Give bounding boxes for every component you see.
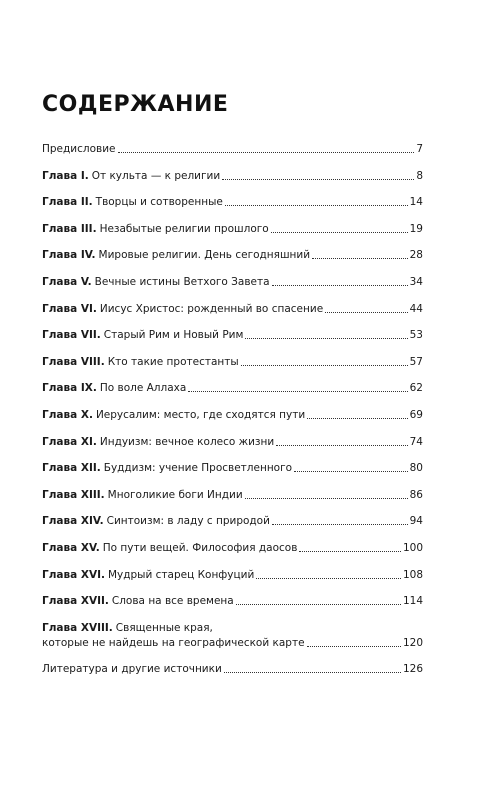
toc-entry [42,302,423,317]
toc-entry [42,488,423,503]
toc-entry-title: Иерусалим: место, где сходятся пути [95,408,306,421]
toc-entry-title: Иисус Христос: рожденный во спасение [99,302,324,315]
toc-page-number: 108 [402,568,423,581]
dot-leader [272,523,408,525]
toc-entry-title: Синтоизм: в ладу с природой [106,515,270,528]
toc-entry-title: Кто такие протестанты [107,355,239,368]
toc-page-number: 28 [409,249,423,262]
toc-entry [42,381,423,396]
toc-entry-text-wrap [42,488,243,503]
toc-entry-title: Творцы и сотворенные [95,196,223,209]
toc-entry-text-wrap [42,275,270,290]
toc-page-number: 114 [402,595,423,608]
chapter-prefix: Глава XV. [42,541,100,554]
chapter-prefix: Глава VI. [42,302,97,315]
toc-entry-title: Священные края, [115,621,213,634]
toc-entry-title: Индуизм: вечное колесо жизни [99,435,275,448]
toc-page-number: 34 [409,275,423,288]
chapter-prefix: Глава V. [42,275,92,288]
toc-entry-title: Многоликие боги Индии [107,488,243,501]
toc-page-number: 126 [402,663,423,676]
chapter-prefix: Глава XVII. [42,595,109,608]
toc-entry [42,195,423,210]
toc-entry [42,435,423,450]
toc-entry [42,248,423,263]
toc-entry [42,514,423,529]
dot-leader [272,284,408,286]
dot-leader [271,231,408,233]
dot-leader [299,550,401,552]
chapter-prefix: Глава I. [42,169,89,182]
dot-leader [222,178,414,180]
toc-entry-title: Предисловие [42,143,116,155]
toc-entry-text-wrap [42,435,274,450]
toc-page-number: 44 [409,302,423,315]
toc-entry-title-continued: которые не найдешь на географической карте [42,636,305,649]
toc-entry-text-wrap [42,222,269,237]
toc-page-number: 19 [409,222,423,235]
toc-page-number: 120 [402,636,423,649]
dot-leader [276,444,407,446]
toc-entry-title: Вечные истины Ветхого Завета [94,275,270,288]
toc-page-number: 57 [409,355,423,368]
dot-leader [307,417,407,419]
toc-page-number: 94 [409,515,423,528]
toc-entry-text-wrap [42,302,323,317]
chapter-prefix: Глава XIV. [42,515,104,528]
chapter-prefix: Глава IX. [42,382,97,395]
toc-entry-title: По воле Аллаха [99,382,187,395]
toc-entry-text-wrap [42,541,297,556]
toc-entry [42,275,423,290]
toc-entry-title: По пути вещей. Философия даосов [102,541,298,554]
toc-entry-text-wrap [42,328,243,343]
toc-page-number: 14 [409,196,423,209]
toc-entry-text-wrap [42,248,310,263]
toc-entry-text-wrap [42,594,234,609]
toc-entry [42,222,423,237]
toc-page-number: 8 [416,169,423,182]
toc-page-number: 53 [409,329,423,342]
toc-entry-text-wrap [42,355,239,370]
dot-leader [245,337,407,339]
toc-entry [42,461,423,476]
toc-page-number: 80 [409,462,423,475]
toc-page-number: 86 [409,488,423,501]
toc-page-number: 7 [416,143,423,155]
toc-entry-text-wrap [42,169,220,184]
toc-entry-text-wrap [42,621,305,651]
chapter-prefix: Глава II. [42,196,93,209]
toc-entry-text-wrap [42,142,116,157]
chapter-prefix: Глава XIII. [42,488,105,501]
chapter-prefix: Глава X. [42,408,93,421]
toc-entry-text-wrap [42,408,305,423]
dot-leader [325,311,407,313]
dot-leader [256,577,401,579]
dot-leader [118,151,415,153]
toc-entry [42,142,423,157]
toc-page-number: 100 [402,541,423,554]
toc-page-number: 74 [409,435,423,448]
toc-entry [42,355,423,370]
dot-leader [312,257,408,259]
chapter-prefix: Глава III. [42,222,97,235]
toc-entry [42,621,423,651]
chapter-prefix: Глава XII. [42,462,101,475]
toc-entry [42,541,423,556]
chapter-prefix: Глава IV. [42,249,96,262]
toc-entry [42,408,423,423]
page-title: СОДЕРЖАНИЕ [42,92,229,117]
toc-entry-text-wrap [42,662,222,677]
toc-entry [42,328,423,343]
toc-page-number: 62 [409,382,423,395]
toc-entry-title: Старый Рим и Новый Рим [103,329,244,342]
toc-entry-text-wrap [42,461,292,476]
toc-entry-title: Незабытые религии прошлого [99,222,269,235]
chapter-prefix: Глава XVIII. [42,621,113,634]
toc-entry-title: Буддизм: учение Просветленного [103,462,293,475]
toc-entry-title: Мировые религии. День сегодняшний [98,249,311,262]
chapter-prefix: Глава VII. [42,329,101,342]
chapter-prefix: Глава VIII. [42,355,105,368]
dot-leader [236,603,401,605]
chapter-prefix: Глава XI. [42,435,97,448]
toc-entry-title: Слова на все времена [111,595,234,608]
dot-leader [245,497,408,499]
toc-entry-text-wrap [42,514,270,529]
toc-entry-text-wrap [42,381,186,396]
toc-entry [42,169,423,184]
toc-page-number: 69 [409,408,423,421]
dot-leader [188,390,407,392]
dot-leader [307,645,401,647]
dot-leader [224,671,401,673]
toc-entry-text-wrap [42,568,254,583]
chapter-prefix: Глава XVI. [42,568,105,581]
dot-leader [225,204,408,206]
dot-leader [241,364,408,366]
toc-entry-title: От культа — к религии [91,169,221,182]
toc-entry [42,594,423,609]
toc-entry [42,568,423,583]
toc-entry-text-wrap [42,195,223,210]
toc-entry [42,662,423,677]
dot-leader [294,470,408,472]
toc-entry-title: Литература и другие источники [42,663,222,676]
toc-list [42,142,423,689]
toc-entry-title: Мудрый старец Конфуций [107,568,255,581]
